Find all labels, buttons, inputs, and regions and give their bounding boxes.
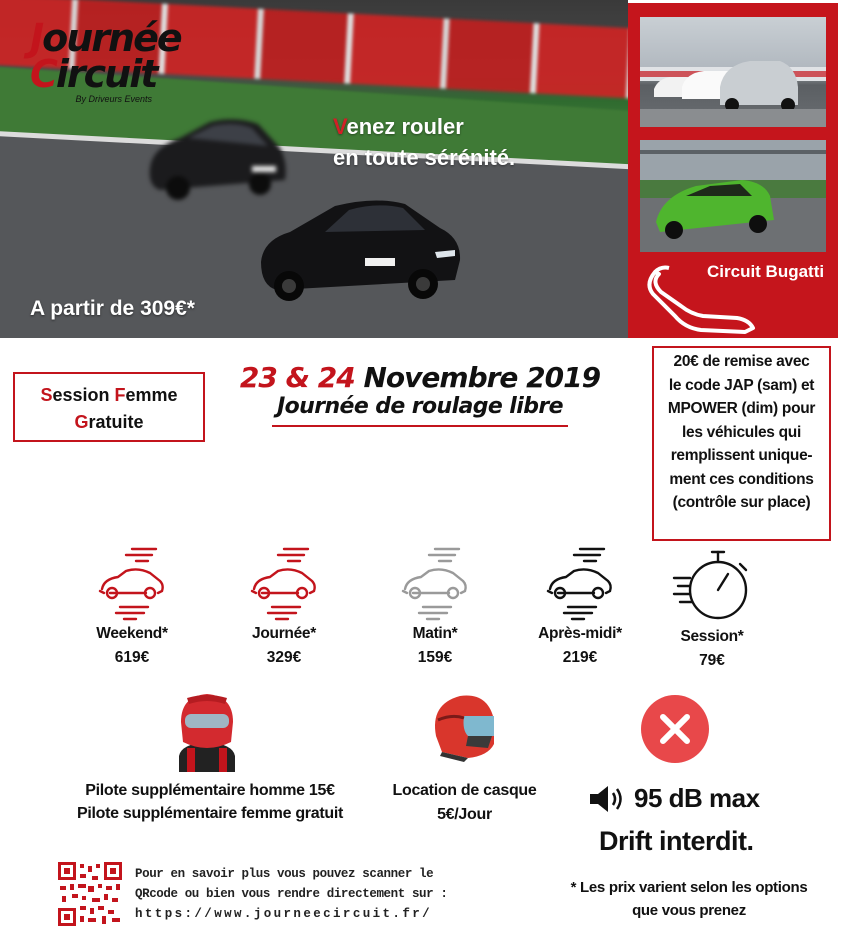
- extra-pilot-female: Pilote supplémentaire femme gratuit: [76, 805, 343, 822]
- extra-pilot-info: [50, 779, 370, 825]
- promo-line: remplissent unique-: [670, 447, 813, 464]
- tagline: [333, 111, 515, 173]
- offer-name: Journée*: [252, 625, 316, 642]
- racing-cars-illustration: [640, 17, 826, 127]
- website-link[interactable]: https://www.journeecircuit.fr/: [135, 907, 433, 921]
- offer-price: 79€: [699, 652, 725, 669]
- tagline-line1: enez rouler: [346, 114, 464, 139]
- offer-name: Weekend*: [96, 625, 168, 642]
- promo-line: ment ces conditions: [669, 470, 814, 488]
- forbidden-x-icon: [641, 695, 709, 763]
- promo-line: (contrôle sur place): [672, 494, 811, 511]
- femme-ession: ession: [52, 385, 115, 405]
- offer-matin: [375, 545, 495, 667]
- event-date-block: [235, 361, 605, 427]
- offer-weekend: [72, 545, 192, 667]
- promo-line: le code JAP (sam) et: [668, 376, 815, 394]
- more-info-text: [135, 864, 453, 924]
- stopwatch-icon: [672, 548, 752, 626]
- offer-apres-midi: [520, 545, 640, 667]
- race-car-icon: [96, 545, 168, 623]
- speaker-icon: [588, 784, 628, 814]
- femme-ratuite: ratuite: [88, 412, 144, 432]
- femme-f-letter: F: [114, 385, 126, 405]
- race-car-icon: [248, 545, 320, 623]
- logo-line1-rest: ournée: [42, 16, 181, 60]
- tagline-first-letter: V: [333, 114, 347, 139]
- promo-line: MPOWER (dim) pour: [667, 400, 816, 417]
- race-car-icon: [544, 545, 616, 623]
- event-subtitle: Journée de roulage libre: [277, 394, 563, 419]
- logo-initial-c: C: [30, 52, 56, 96]
- black-coupe-car: [255, 190, 465, 308]
- offer-journee: [224, 545, 344, 667]
- helmet-icon: [428, 690, 498, 762]
- pilot-driver-icon: [167, 690, 247, 772]
- extra-pilot-male: Pilote supplémentaire homme 15€: [85, 782, 335, 799]
- green-supercar-photo: [640, 140, 826, 252]
- price-note-line1: * Les prix varient selon les options: [570, 879, 808, 896]
- promo-line: les véhicules qui: [682, 423, 801, 441]
- date-underline: [272, 425, 568, 427]
- tagline-line2: en toute sérénité.: [333, 145, 516, 170]
- race-car-icon: [399, 545, 471, 623]
- offer-session: [652, 548, 772, 670]
- offer-price: 219€: [562, 649, 598, 666]
- helmet-rental-price: 5€/Jour: [437, 806, 492, 823]
- femme-emme: emme: [125, 385, 178, 405]
- noise-limit-text: 95 dB max: [634, 783, 760, 813]
- free-women-session-box: [13, 372, 205, 442]
- journee-circuit-logo: [30, 16, 181, 104]
- offer-price: 619€: [114, 649, 150, 666]
- offer-name: Après-midi*: [538, 625, 622, 642]
- offer-price: 159€: [417, 649, 453, 666]
- logo-line2-rest: ircuit: [55, 52, 157, 96]
- offer-price: 329€: [266, 649, 302, 666]
- hero-banner: [0, 0, 628, 338]
- femme-g-letter: G: [74, 412, 89, 432]
- starting-price: A partir de 309€*: [30, 297, 195, 320]
- info-line1: Pour en savoir plus vous pouvez scanner le: [135, 867, 434, 881]
- promo-line: 20€ de remise avec: [673, 353, 810, 370]
- x-cross-icon: [641, 695, 709, 763]
- green-car-illustration: [640, 140, 826, 252]
- helmet-rental-info: [382, 779, 547, 827]
- info-line2: QRcode ou bien vous rendre directement sur :: [135, 887, 448, 901]
- drift-forbidden: Drift interdit.: [599, 826, 754, 856]
- logo-byline: By Driveurs Events: [75, 94, 152, 104]
- qr-code[interactable]: [58, 862, 122, 926]
- helmet-rental-label: Location de casque: [392, 782, 537, 799]
- price-note: [548, 876, 830, 922]
- circuit-name: Circuit Bugatti: [707, 262, 825, 281]
- price-note-line2: que vous prenez: [632, 902, 746, 919]
- offer-name: Matin*: [412, 625, 458, 642]
- cars-on-track-photo: [640, 17, 826, 127]
- femme-s-letter: S: [40, 385, 53, 405]
- offer-name: Session*: [680, 628, 744, 645]
- discount-promo-box: [652, 346, 831, 541]
- event-dates-days: 23 & 24: [239, 361, 355, 394]
- event-dates-month: Novembre 2019: [363, 361, 601, 394]
- noise-limit: [588, 783, 760, 814]
- logo-initial-j: J: [30, 16, 43, 60]
